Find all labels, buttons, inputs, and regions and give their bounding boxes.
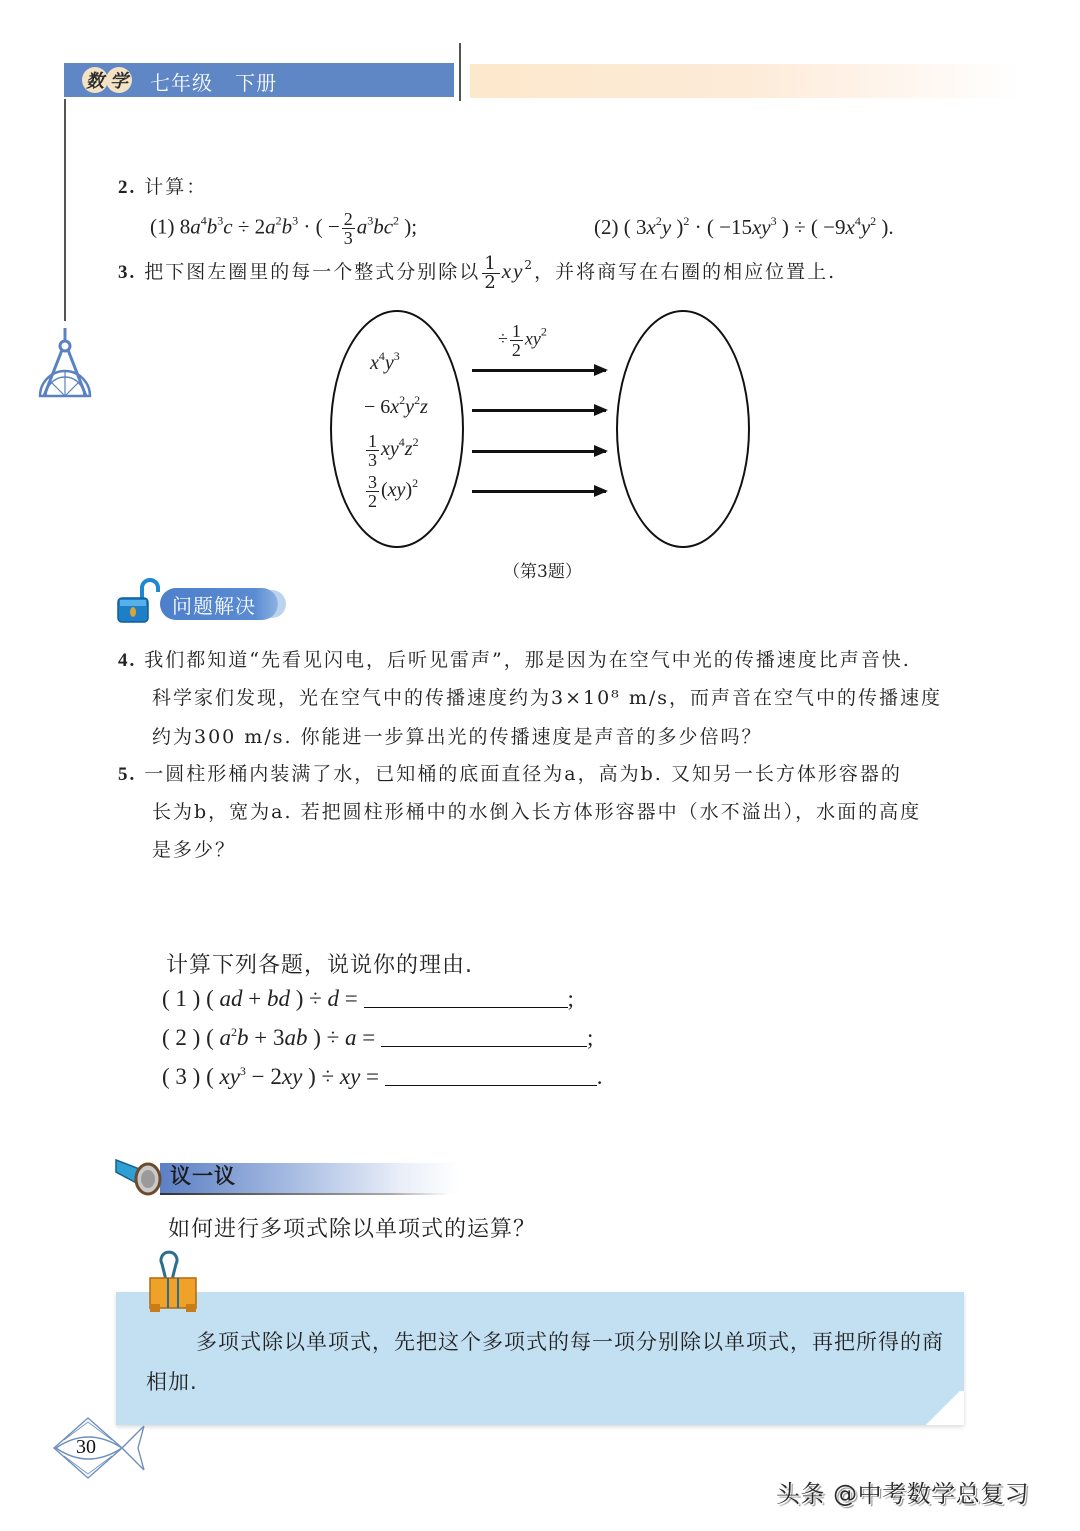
left-item-4: $\frac{3}{2}$ (xy)$^2$ <box>368 472 419 511</box>
problem-5-line-1: 5. 一圆柱形桶内装满了水，已知桶的底面直径为a，高为b. 又知另一长方体形容器的 <box>118 763 902 785</box>
arrow-4 <box>472 490 606 493</box>
exercise-intro: 计算下列各题，说说你的理由. <box>166 953 473 978</box>
problem-2-heading: 2. 计算： <box>118 176 208 198</box>
subject-badge-char: 学 <box>106 67 132 93</box>
book-title: 七年级 下册 <box>150 71 278 95</box>
right-oval <box>616 310 750 548</box>
left-item-1: $x^4y^3$ <box>370 349 400 374</box>
binder-clip-icon <box>146 1250 200 1314</box>
open-lock-icon <box>116 578 160 624</box>
problem-5-line-2: 长为b，宽为a. 若把圆柱形桶中的水倒入长方体形容器中（水不溢出），水面的高度 <box>152 801 922 823</box>
summary-note-text: 多项式除以单项式，先把这个多项式的每一项分别除以单项式，再把所得的商相加. <box>146 1330 944 1394</box>
page-number: 30 <box>76 1436 96 1458</box>
arrow-2 <box>472 409 606 412</box>
discuss-title: 议一议 <box>170 1164 236 1188</box>
fish-page-ornament-icon <box>52 1416 146 1482</box>
answer-blank-2[interactable] <box>381 1026 587 1047</box>
header-right-strip <box>470 64 1020 98</box>
subject-badge-char: 数 <box>82 67 108 93</box>
header-divider <box>459 43 461 101</box>
exercise-item-2: ( 2 ) ( $a^2b + 3ab$ ) ÷ a = ; <box>162 1025 594 1050</box>
discuss-underline <box>160 1193 450 1195</box>
left-item-2: − $6x^2y^2z$ <box>364 393 428 418</box>
margin-line <box>64 99 66 321</box>
watermark: 头条 @中考数学总复习 <box>776 1480 1030 1508</box>
problem-4-line-2: 科学家们发现，光在空气中的传播速度约为3×10⁸ m/s，而声音在空气中的传播速度 <box>152 687 943 709</box>
arrow-3 <box>472 450 606 453</box>
divisor-label: ÷ $\frac{1}{2}$ $xy^2$ <box>498 321 547 360</box>
megaphone-icon <box>112 1152 164 1198</box>
problem-3-text: 3. 把下图左圈里的每一个整式分别除以 $\frac{1}{2}$ $xy^2$，并将商写在右圈的相应位置上. <box>118 252 837 293</box>
problem-5-line-3: 是多少？ <box>152 839 237 861</box>
exercise-item-1: ( 1 ) ( ad + bd ) ÷ d = ; <box>162 986 574 1011</box>
problem-2-label: 计算： <box>144 176 208 198</box>
figure-caption: （第3题） <box>503 562 582 582</box>
answer-blank-1[interactable] <box>364 987 568 1008</box>
discuss-question: 如何进行多项式除以单项式的运算？ <box>168 1217 537 1242</box>
exercise-item-3: ( 3 ) ( $xy^3 - 2xy$ ) ÷ xy = . <box>162 1064 603 1089</box>
problem-solving-tag: 问题解决 <box>160 588 278 620</box>
compass-protractor-icon <box>36 326 94 400</box>
problem-2-part-2: (2) ( $3x^2y$ )$^2$ · ( $-15xy^3$ ) ÷ ( $-9x^4y^2$ ). <box>594 214 894 239</box>
arrow-1 <box>472 369 606 372</box>
problem-2-part-1: (1) $8a^4b^3c \div 2a^2b^3$ · ( − $\frac{2}{3}$ $a^3bc^2$ ); <box>150 209 418 248</box>
subject-badge <box>82 67 130 93</box>
answer-blank-3[interactable] <box>385 1065 597 1086</box>
problem-4-line-1: 4. 我们都知道“先看见闪电，后听见雷声”，那是因为在空气中光的传播速度比声音快. <box>118 649 911 671</box>
left-item-3: $\frac{1}{3}$ $xy^4z^2$ <box>368 431 419 470</box>
left-oval <box>330 310 464 548</box>
problem-4-line-3: 约为300 m/s. 你能进一步算出光的传播速度是声音的多少倍吗？ <box>152 726 763 748</box>
